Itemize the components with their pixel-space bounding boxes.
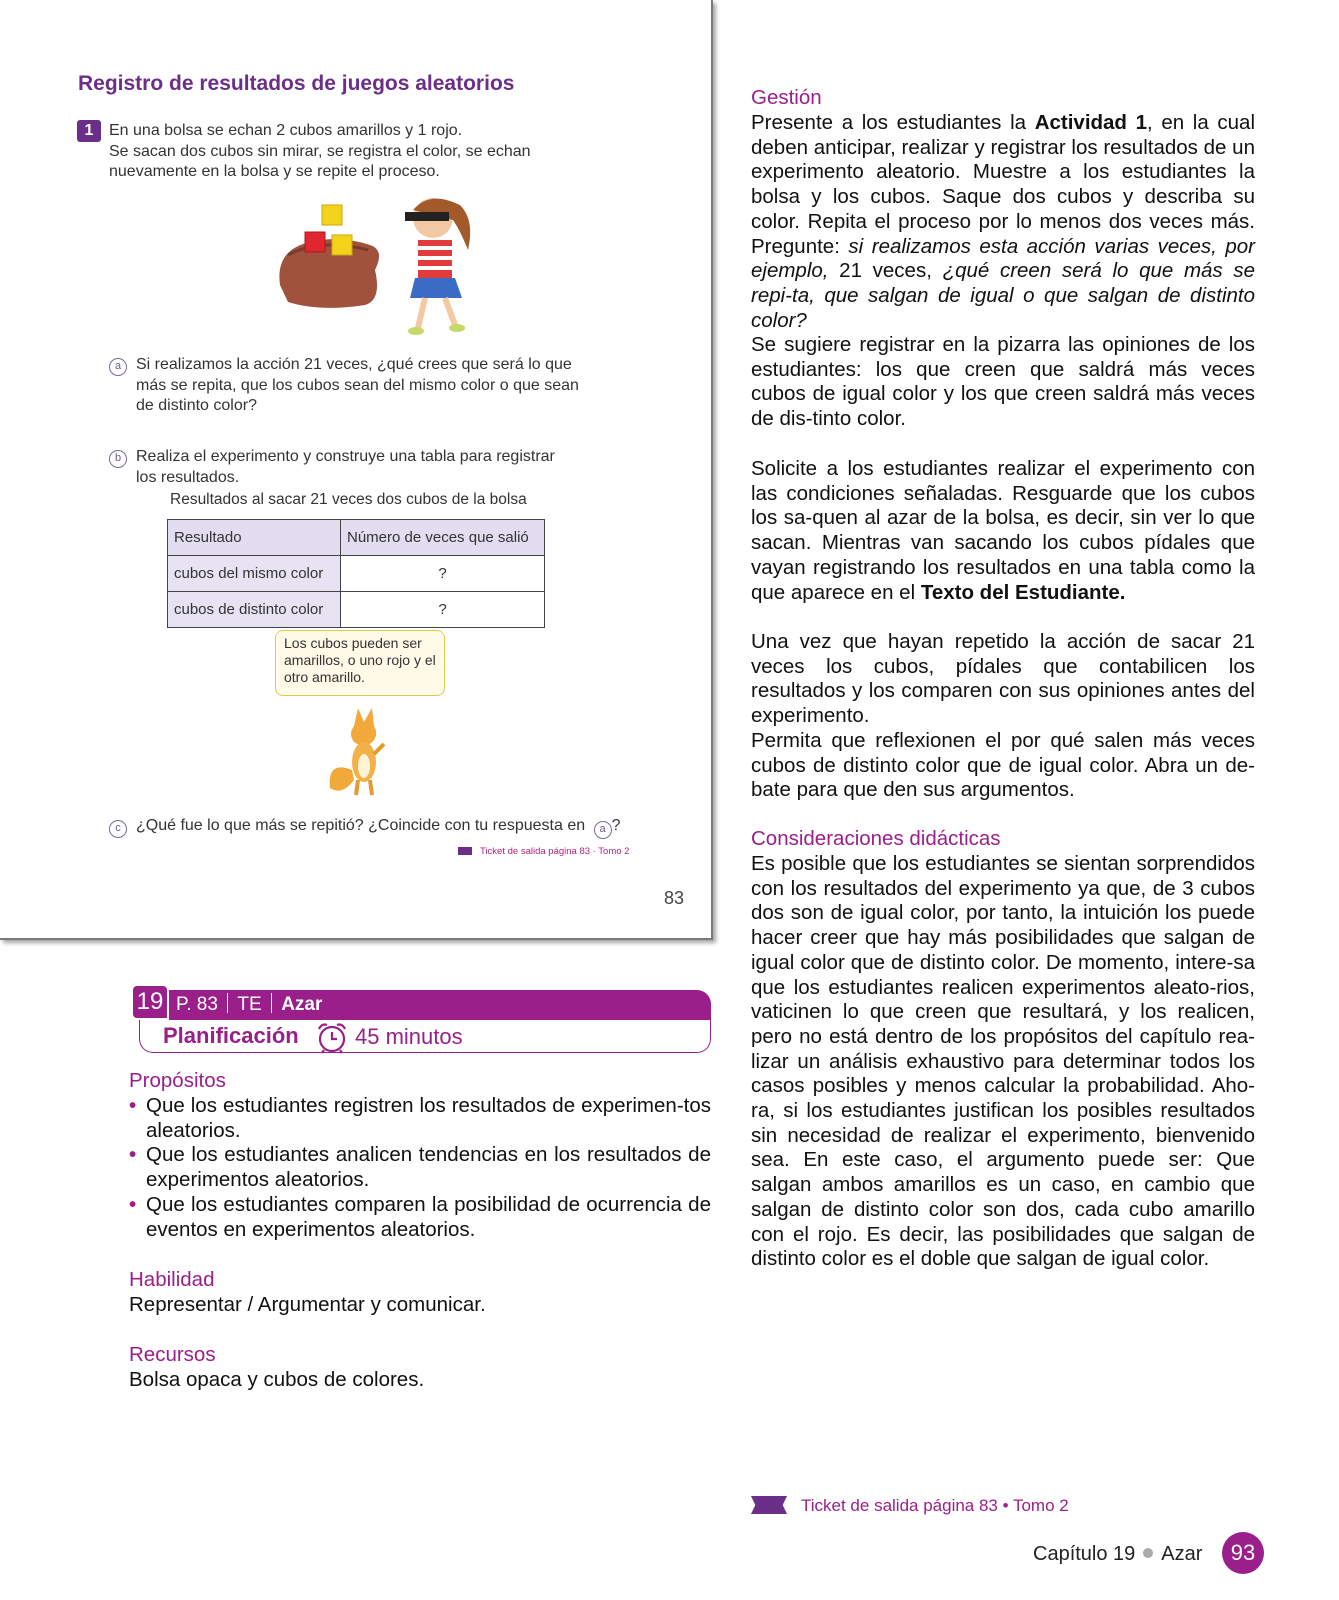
page-number: 93 <box>1222 1532 1264 1574</box>
item-a-line: de distinto color? <box>136 397 257 414</box>
table-cell: cubos del mismo color <box>168 556 341 592</box>
gestion-paragraph-2: Se sugiere registrar en la pizarra las opiniones de los estudiantes: los que creen que saldrá más veces cubos de igual color y los que creen saldrá más veces de dis-tinto color. <box>751 333 1255 431</box>
planning-header <box>136 988 711 1056</box>
gestion-paragraph-4: Una vez que hayan repetido la acción de sacar 21 veces los cubos, pídales que contabilicen los resultados y los comparen con sus opiniones antes del experimento. <box>751 630 1255 728</box>
table-header-cell: Número de veces que salió <box>341 520 545 556</box>
item-a-line: más se repita, que los cubos sean del mismo color o que sean <box>136 376 579 394</box>
text-run-italic: ¿qué creen será lo que más se repi-ta, que salgan de igual o que salgan de distinto color? <box>751 259 1255 332</box>
habilidad-heading: Habilidad <box>129 1268 215 1291</box>
footer-chapter-label: Capítulo 19 <box>1033 1543 1136 1565</box>
list-item: • Que los estudiantes analicen tendencias en los resultados de experimentos aleatorios. <box>129 1143 711 1192</box>
activity-line: nuevamente en la bolsa y se repite el proceso. <box>109 163 440 180</box>
table-header-cell: Resultado <box>168 520 341 556</box>
table-cell: ? <box>341 592 545 628</box>
girl-icon <box>405 198 470 335</box>
item-b-line: Realiza el experimento y construye una tabla para registrar <box>136 448 555 465</box>
item-c-marker: c <box>109 820 127 838</box>
ticket-text: Ticket de salida página 83 • Tomo 2 <box>801 1496 1069 1515</box>
habilidad-text: Representar / Argumentar y comunicar. <box>129 1293 486 1316</box>
gestion-paragraph-3 <box>751 457 1255 605</box>
student-page-title: Registro de resultados de juegos aleatorios <box>78 72 515 95</box>
text-run-italic: si realizamos esta acción varias veces, por ejemplo, <box>751 234 1255 283</box>
text-run: Solicite a los estudiantes realizar el experimento con las condiciones señaladas. Resguarde que los cubos los sa-quen al azar de la bolsa, es decir, sin ver lo que sacan. Mientras van sacando los cubos pídales que vayan registrando los resultados en una tabla como la que aparece en el <box>751 457 1255 604</box>
table-row <box>168 592 545 628</box>
item-b-question <box>136 447 555 488</box>
gestion-heading: Gestión <box>751 86 822 109</box>
recursos-text: Bolsa opaca y cubos de colores. <box>129 1368 425 1391</box>
gestion-paragraph <box>751 111 1255 333</box>
table-cell: ? <box>341 556 545 592</box>
item-c-ref-marker: a <box>594 821 612 839</box>
activity-line: Se sacan dos cubos sin mirar, se registra el color, se echan <box>109 142 531 160</box>
item-a-line: Si realizamos la acción 21 veces, ¿qué crees que será lo que <box>136 356 572 373</box>
student-ticket-text: Ticket de salida página 83 · Tomo 2 <box>480 846 630 857</box>
table-caption: Resultados al sacar 21 veces dos cubos de la bolsa <box>170 491 527 508</box>
item-a-marker: a <box>109 358 127 376</box>
planning-topic: Azar <box>281 994 323 1015</box>
consideraciones-heading: Consideraciones didácticas <box>751 827 1001 850</box>
alarm-clock-icon <box>315 1020 349 1054</box>
text-run-bold: Texto del Estudiante. <box>920 580 1126 604</box>
speech-bubble: Los cubos pueden ser amarillos, o uno rojo y el otro amarillo. <box>275 630 445 696</box>
text-run-bold: Actividad 1 <box>1034 111 1148 134</box>
planning-bar <box>166 990 711 1020</box>
text-run: Presente a los estudiantes la <box>751 111 1035 134</box>
item-b-line: los resultados. <box>136 468 240 486</box>
planning-page-ref: P. 83 <box>176 994 218 1015</box>
item-b-marker: b <box>109 450 127 468</box>
fox-mascot-icon <box>322 700 402 800</box>
chapter-number-badge: 19 <box>131 984 169 1020</box>
table-row <box>168 556 545 592</box>
activity-line: En una bolsa se echan 2 cubos amarillos y 1 rojo. <box>109 122 463 139</box>
planning-time: 45 minutos <box>355 1024 463 1049</box>
text-run: 21 veces, <box>828 259 943 283</box>
propositos-list <box>129 1094 711 1242</box>
text-run: , en la cual deben anticipar, realizar y registrar los resultados de un experimento aleatorio. Muestre a los estudiantes la bolsa y los cubos. Saque dos cubos y describa su color. Repita el proceso por lo menos dos veces más. Pregunte: <box>751 111 1256 258</box>
bullet-dot <box>1143 1548 1153 1558</box>
item-c-text: ¿Qué fue lo que más se repitió? ¿Coincide con tu respuesta en <box>136 817 586 834</box>
footer-chapter <box>1033 1543 1202 1566</box>
student-page-thumbnail <box>0 0 713 940</box>
propositos-heading: Propósitos <box>129 1069 226 1092</box>
footer-topic: Azar <box>1161 1543 1203 1565</box>
bag-icon <box>279 239 379 308</box>
ticket-icon <box>458 847 472 855</box>
ticket-icon <box>751 1496 787 1514</box>
item-c-question <box>136 816 621 839</box>
list-item: • Que los estudiantes registren los resultados de experimen-tos aleatorios. <box>129 1094 711 1143</box>
student-ticket-ref <box>458 846 629 857</box>
list-item: • Que los estudiantes comparen la posibilidad de ocurrencia de eventos en experimentos aleatorios. <box>129 1193 711 1242</box>
consideraciones-paragraph: Es posible que los estudiantes se sientan sorprendidos con los resultados del experimento ya que, de 3 cubos dos son de igual color, por tanto, la intuición los puede hacer creer que hay más posibilidades que salgan de igual color que de distinto color. De momento, intere-sa que los estudiantes realicen experimentos aleato-rios, vaticinen lo que creen que resultará, y los realicen, pero no está dentro de los propósitos del capítulo rea-lizar un análisis exhaustivo para determinar todos los casos posibles y menos calcular la probabilidad. Aho-ra, si los estudiantes justifican los posibles resultados sin necesidad de realizar el experimento, bienvenido sea. En este caso, el argumento puede ser: Que salgan ambos amarillos es un caso, en cambio que salgan de distinto color son dos, cada cubo amarillo con el rojo. Es decir, las posibilidades que salgan de distinto color es el doble que salgan de igual color. <box>751 852 1255 1271</box>
activity-statement <box>109 121 531 183</box>
item-a-question <box>136 355 579 417</box>
student-page-number: 83 <box>664 888 685 908</box>
ticket-reference <box>751 1496 1069 1516</box>
bag-and-girl-illustration <box>270 190 500 350</box>
table-header-row <box>168 520 545 556</box>
recursos-heading: Recursos <box>129 1343 216 1366</box>
separator <box>227 993 229 1013</box>
activity-number-badge: 1 <box>77 120 101 142</box>
table-cell: cubos de distinto color <box>168 592 341 628</box>
results-table <box>167 519 545 628</box>
gestion-paragraph-5: Permita que reflexionen el por qué salen más veces cubos de distinto color que de igual color. Abra un de-bate para que den sus argumentos. <box>751 729 1255 802</box>
planning-label: Planificación <box>163 1023 299 1048</box>
planning-te: TE <box>237 994 262 1015</box>
item-c-end: ? <box>611 817 621 834</box>
separator <box>271 993 273 1013</box>
